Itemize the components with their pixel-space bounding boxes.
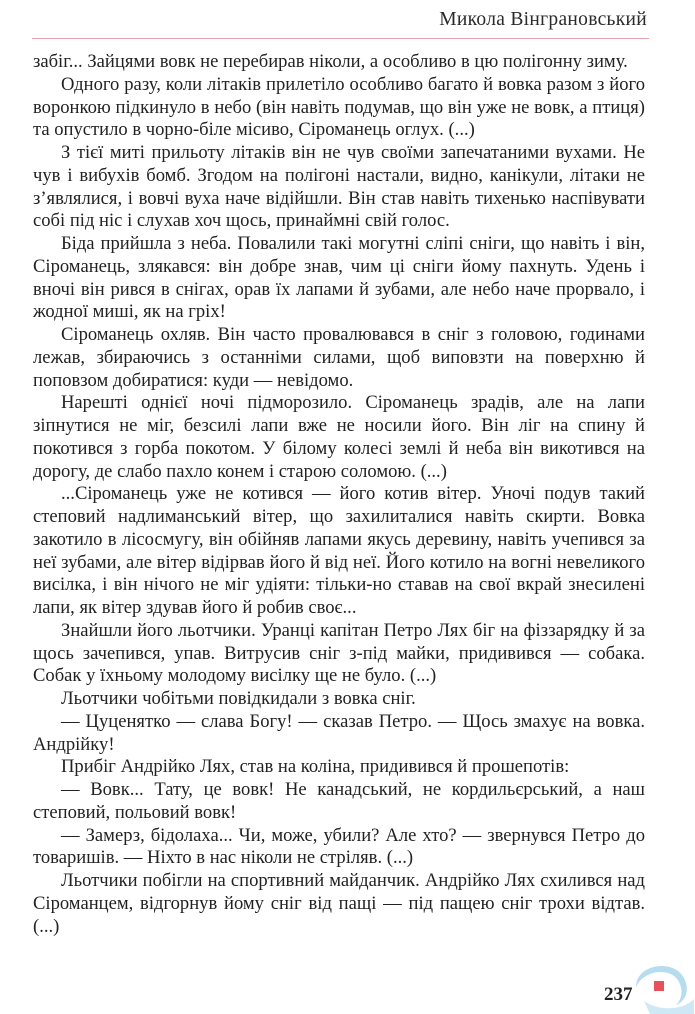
- paragraph: — Замерз, бідолаха... Чи, може, убили? Але хто? — звернувся Петро до товаришів. — Ніхто в нас ніколи не стріляв. (...): [33, 824, 645, 869]
- page-header: [0, 0, 695, 42]
- paragraph: Сіроманець охляв. Він часто провалювався в сніг з головою, годинами лежав, збираючись з останніми силами, щоб виповзти на поверхню й поповзом добиратися: куди — невідомо.: [33, 324, 645, 391]
- paragraph: Знайшли його льотчики. Уранці капітан Петро Лях біг на фіззарядку й за щось зачепився, упав. Витрусив сніг з-під майки, придивився — собака. Собак у їхньому молодому висілку ще не було. (...): [33, 619, 645, 687]
- corner-decoration-icon: [630, 955, 695, 1014]
- swoosh-base: [644, 999, 694, 1014]
- header-rule: [32, 38, 649, 39]
- paragraph: Льотчики чобітьми повідкидали з вовка сніг.: [61, 688, 416, 709]
- story-text: [33, 51, 645, 938]
- red-square-marker-icon: [654, 981, 664, 991]
- paragraph: З тієї миті прильоту літаків він не чув своїми запечатаними вухами. Не чув і вибухів бомб. Згодом на полігоні настали, видно, канікули, літаки не з’являлися, і вовчі вуха наче відійшли. Він став навіть тихенько наспівувати собі під ніс і слухав хоч щось, принаймні свій голос.: [33, 142, 645, 232]
- paragraph: Нарешті однієї ночі підморозило. Сіроманець зрадів, але на лапи зіпнутися не міг, безсилі лапи вже не носили його. Він ліг на спину й покотився з горба покотом. У білому колесі землі й неба він викотився на дорогу, де слабо пахло конем і старою соломою. (...): [33, 392, 645, 482]
- paragraph: забіг... Зайцями вовк не перебирав ніколи, а особливо в цю полігонну зиму.: [33, 51, 628, 72]
- paragraph: — Вовк... Тату, це вовк! Не канадський, не кордильєрський, а наш степовий, польовий вовк!: [33, 779, 645, 823]
- page-number: 237: [604, 984, 633, 1005]
- running-head-author: Микола Вінграновський: [439, 9, 647, 30]
- paragraph: ...Сіроманець уже не котився — його котив вітер. Уночі подув такий степовий надлиманський вітер, що захилиталися навіть скирти. Вовка закотило в лісосмугу, він обійняв лапами якусь деревину, навіть учепився за неї зубами, але вітер відірвав його й від неї. Його котило на вогні невеликого висілка, і він нічого не міг удіяти: тільки-но ставав на свої вкрай знесилені лапи, як вітер здував його й робив своє...: [33, 483, 645, 618]
- paragraph: Одного разу, коли літаків прилетіло особливо багато й вовка разом з його воронкою підкинуло в небо (він навіть подумав, що він уже не вовк, а птиця) та опустило в чорно-біле місиво, Сіроманець оглух. (...): [33, 73, 645, 141]
- paragraph: Льотчики побігли на спортивний майданчик. Андрійко Лях схилився над Сіроманцем, відгорнув йому сніг від пащі — під пащею сніг трохи відтав. (...): [33, 870, 645, 937]
- paragraph: Біда прийшла з неба. Повалили такі могутні сліпі сніги, що навіть і він, Сіроманець, злякався: він добре знав, чим ці сніги йому пахнуть. Удень і вночі він рився в снігах, орав їх лапами й зубами, але небо наче прорвало, і жодної миші, як на гріх!: [33, 233, 645, 323]
- paragraph: Прибіг Андрійко Лях, став на коліна, придивився й прошепотів:: [61, 756, 570, 778]
- paragraph: — Цуценятко — слава Богу! — сказав Петро. — Щось змахує на вовка. Андрійку!: [33, 710, 645, 755]
